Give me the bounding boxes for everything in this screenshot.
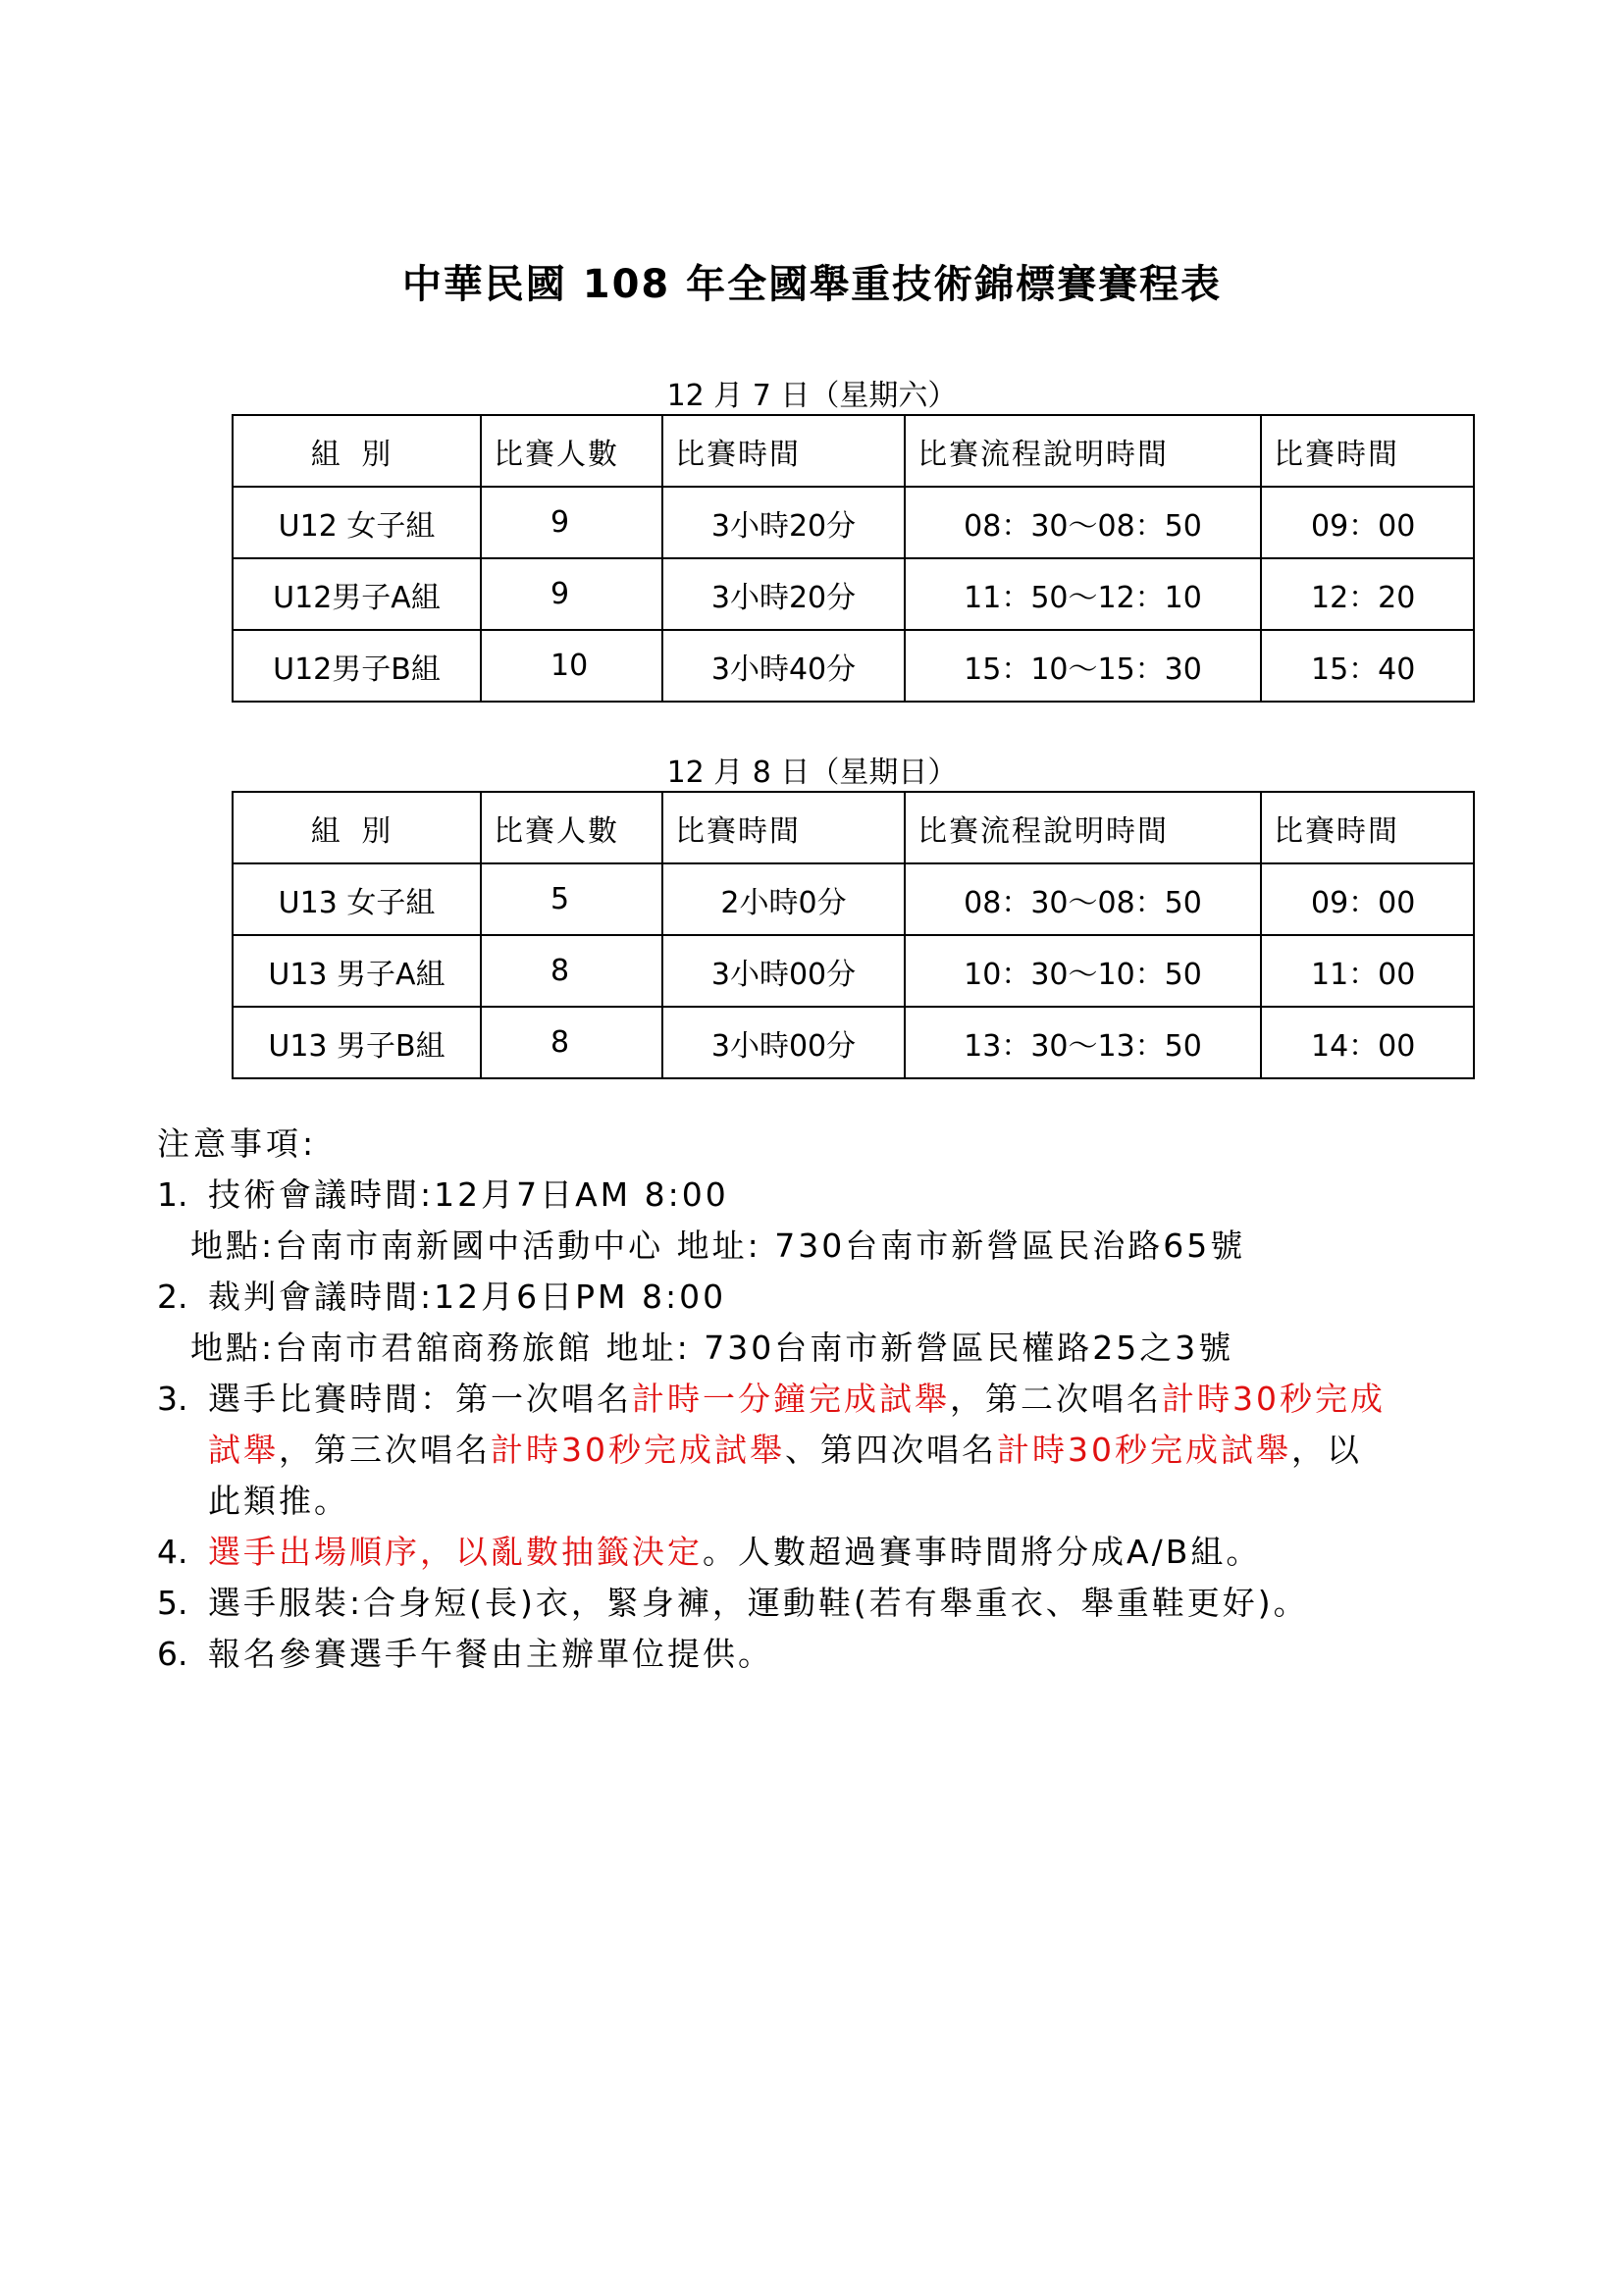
note-number: 2. bbox=[157, 1278, 188, 1316]
header-count: 比賽人數 bbox=[481, 792, 662, 863]
cell-start-time: 12：20 bbox=[1261, 558, 1474, 630]
table-row bbox=[233, 487, 1474, 558]
note-sub-text: 地點:台南市君舘商務旅館 地址: 730台南市新營區民權路25之3號 bbox=[190, 1329, 1234, 1367]
note-item-5 bbox=[157, 1578, 1531, 1629]
note-number: 6. bbox=[157, 1635, 188, 1673]
cell-start-time: 15：40 bbox=[1261, 630, 1474, 702]
note-text: 技術會議時間:12月7日AM 8:00 bbox=[208, 1175, 729, 1214]
cell-start-time: 09：00 bbox=[1261, 863, 1474, 935]
header-briefing-time: 比賽流程說明時間 bbox=[905, 415, 1261, 487]
note-fragment-highlight: 計時一分鐘完成試舉 bbox=[632, 1380, 950, 1418]
cell-duration: 3小時20分 bbox=[662, 558, 905, 630]
note-fragment: 、第四次唱名 bbox=[785, 1431, 997, 1469]
header-group: 組 別 bbox=[233, 415, 481, 487]
note-number: 5. bbox=[157, 1584, 188, 1622]
note-text: 報名參賽選手午餐由主辦單位提供。 bbox=[208, 1635, 773, 1673]
cell-group: U12 女子組 bbox=[233, 487, 481, 558]
note-fragment: ，第三次唱名 bbox=[279, 1431, 491, 1469]
note-fragment: 選手比賽時間：第一次唱名 bbox=[208, 1380, 632, 1418]
table-row bbox=[233, 935, 1474, 1007]
cell-count: 9 bbox=[481, 558, 662, 630]
note-number: 3. bbox=[157, 1380, 188, 1418]
header-start-time: 比賽時間 bbox=[1261, 415, 1474, 487]
note-item-3 bbox=[157, 1374, 1531, 1527]
cell-briefing-time: 13：30～13：50 bbox=[905, 1007, 1261, 1078]
note-text: 裁判會議時間:12月6日PM 8:00 bbox=[208, 1278, 727, 1316]
table-row bbox=[233, 1007, 1474, 1078]
note-item-1 bbox=[157, 1170, 1531, 1272]
header-duration: 比賽時間 bbox=[662, 792, 905, 863]
day1-schedule-table bbox=[232, 414, 1475, 703]
note-item-2 bbox=[157, 1272, 1531, 1374]
cell-count: 10 bbox=[481, 630, 662, 702]
cell-start-time: 09：00 bbox=[1261, 487, 1474, 558]
note-fragment-highlight: 計時30秒完成 bbox=[1162, 1380, 1386, 1418]
note-item-6 bbox=[157, 1629, 1531, 1680]
cell-count: 9 bbox=[481, 487, 662, 558]
note-fragment: ，以 bbox=[1291, 1431, 1362, 1469]
notes-section bbox=[157, 1119, 1531, 1680]
header-count: 比賽人數 bbox=[481, 415, 662, 487]
note-text-line3: 此類推。 bbox=[208, 1482, 349, 1520]
cell-group: U12男子B組 bbox=[233, 630, 481, 702]
header-duration: 比賽時間 bbox=[662, 415, 905, 487]
table-header-row bbox=[233, 415, 1474, 487]
cell-duration: 3小時00分 bbox=[662, 935, 905, 1007]
notes-heading: 注意事項: bbox=[157, 1124, 318, 1163]
day2-schedule-table bbox=[232, 791, 1475, 1079]
table-row bbox=[233, 558, 1474, 630]
table-header-row bbox=[233, 792, 1474, 863]
cell-group: U13 男子B組 bbox=[233, 1007, 481, 1078]
cell-start-time: 14：00 bbox=[1261, 1007, 1474, 1078]
note-text: 選手服裝:合身短(長)衣，緊身褲，運動鞋(若有舉重衣、舉重鞋更好)。 bbox=[208, 1584, 1309, 1622]
header-briefing-time: 比賽流程說明時間 bbox=[905, 792, 1261, 863]
cell-duration: 3小時00分 bbox=[662, 1007, 905, 1078]
note-sub-text: 地點:台南市南新國中活動中心 地址: 730台南市新營區民治路65號 bbox=[190, 1226, 1246, 1265]
note-fragment-highlight: 計時30秒完成試舉 bbox=[997, 1431, 1291, 1469]
cell-count: 8 bbox=[481, 1007, 662, 1078]
cell-briefing-time: 15：10～15：30 bbox=[905, 630, 1261, 702]
day1-caption: 12 月 7 日（星期六） bbox=[666, 379, 958, 413]
cell-start-time: 11：00 bbox=[1261, 935, 1474, 1007]
note-number: 4. bbox=[157, 1533, 188, 1571]
note-fragment: 。人數超過賽事時間將分成A/B組。 bbox=[703, 1533, 1262, 1571]
cell-group: U13 男子A組 bbox=[233, 935, 481, 1007]
cell-group: U12男子A組 bbox=[233, 558, 481, 630]
cell-duration: 2小時0分 bbox=[662, 863, 905, 935]
header-start-time: 比賽時間 bbox=[1261, 792, 1474, 863]
page-title: 中華民國 108 年全國舉重技術錦標賽賽程表 bbox=[401, 262, 1223, 307]
cell-group: U13 女子組 bbox=[233, 863, 481, 935]
note-fragment-highlight: 計時30秒完成試舉 bbox=[491, 1431, 785, 1469]
note-text-line1 bbox=[208, 1374, 1531, 1425]
note-fragment-highlight: 試舉 bbox=[208, 1431, 279, 1469]
table-row bbox=[233, 863, 1474, 935]
day2-caption: 12 月 8 日（星期日） bbox=[666, 756, 958, 790]
cell-briefing-time: 08：30～08：50 bbox=[905, 487, 1261, 558]
cell-duration: 3小時20分 bbox=[662, 487, 905, 558]
note-fragment-highlight: 選手出場順序，以亂數抽籤決定 bbox=[208, 1533, 703, 1571]
cell-duration: 3小時40分 bbox=[662, 630, 905, 702]
note-fragment: ，第二次唱名 bbox=[950, 1380, 1162, 1418]
cell-briefing-time: 10：30～10：50 bbox=[905, 935, 1261, 1007]
header-group: 組 別 bbox=[233, 792, 481, 863]
cell-count: 8 bbox=[481, 935, 662, 1007]
note-item-4 bbox=[157, 1527, 1531, 1578]
cell-count: 5 bbox=[481, 863, 662, 935]
table-row bbox=[233, 630, 1474, 702]
cell-briefing-time: 08：30～08：50 bbox=[905, 863, 1261, 935]
note-number: 1. bbox=[157, 1175, 188, 1214]
note-text bbox=[208, 1527, 1531, 1578]
cell-briefing-time: 11：50～12：10 bbox=[905, 558, 1261, 630]
note-text-line2 bbox=[208, 1425, 1531, 1476]
